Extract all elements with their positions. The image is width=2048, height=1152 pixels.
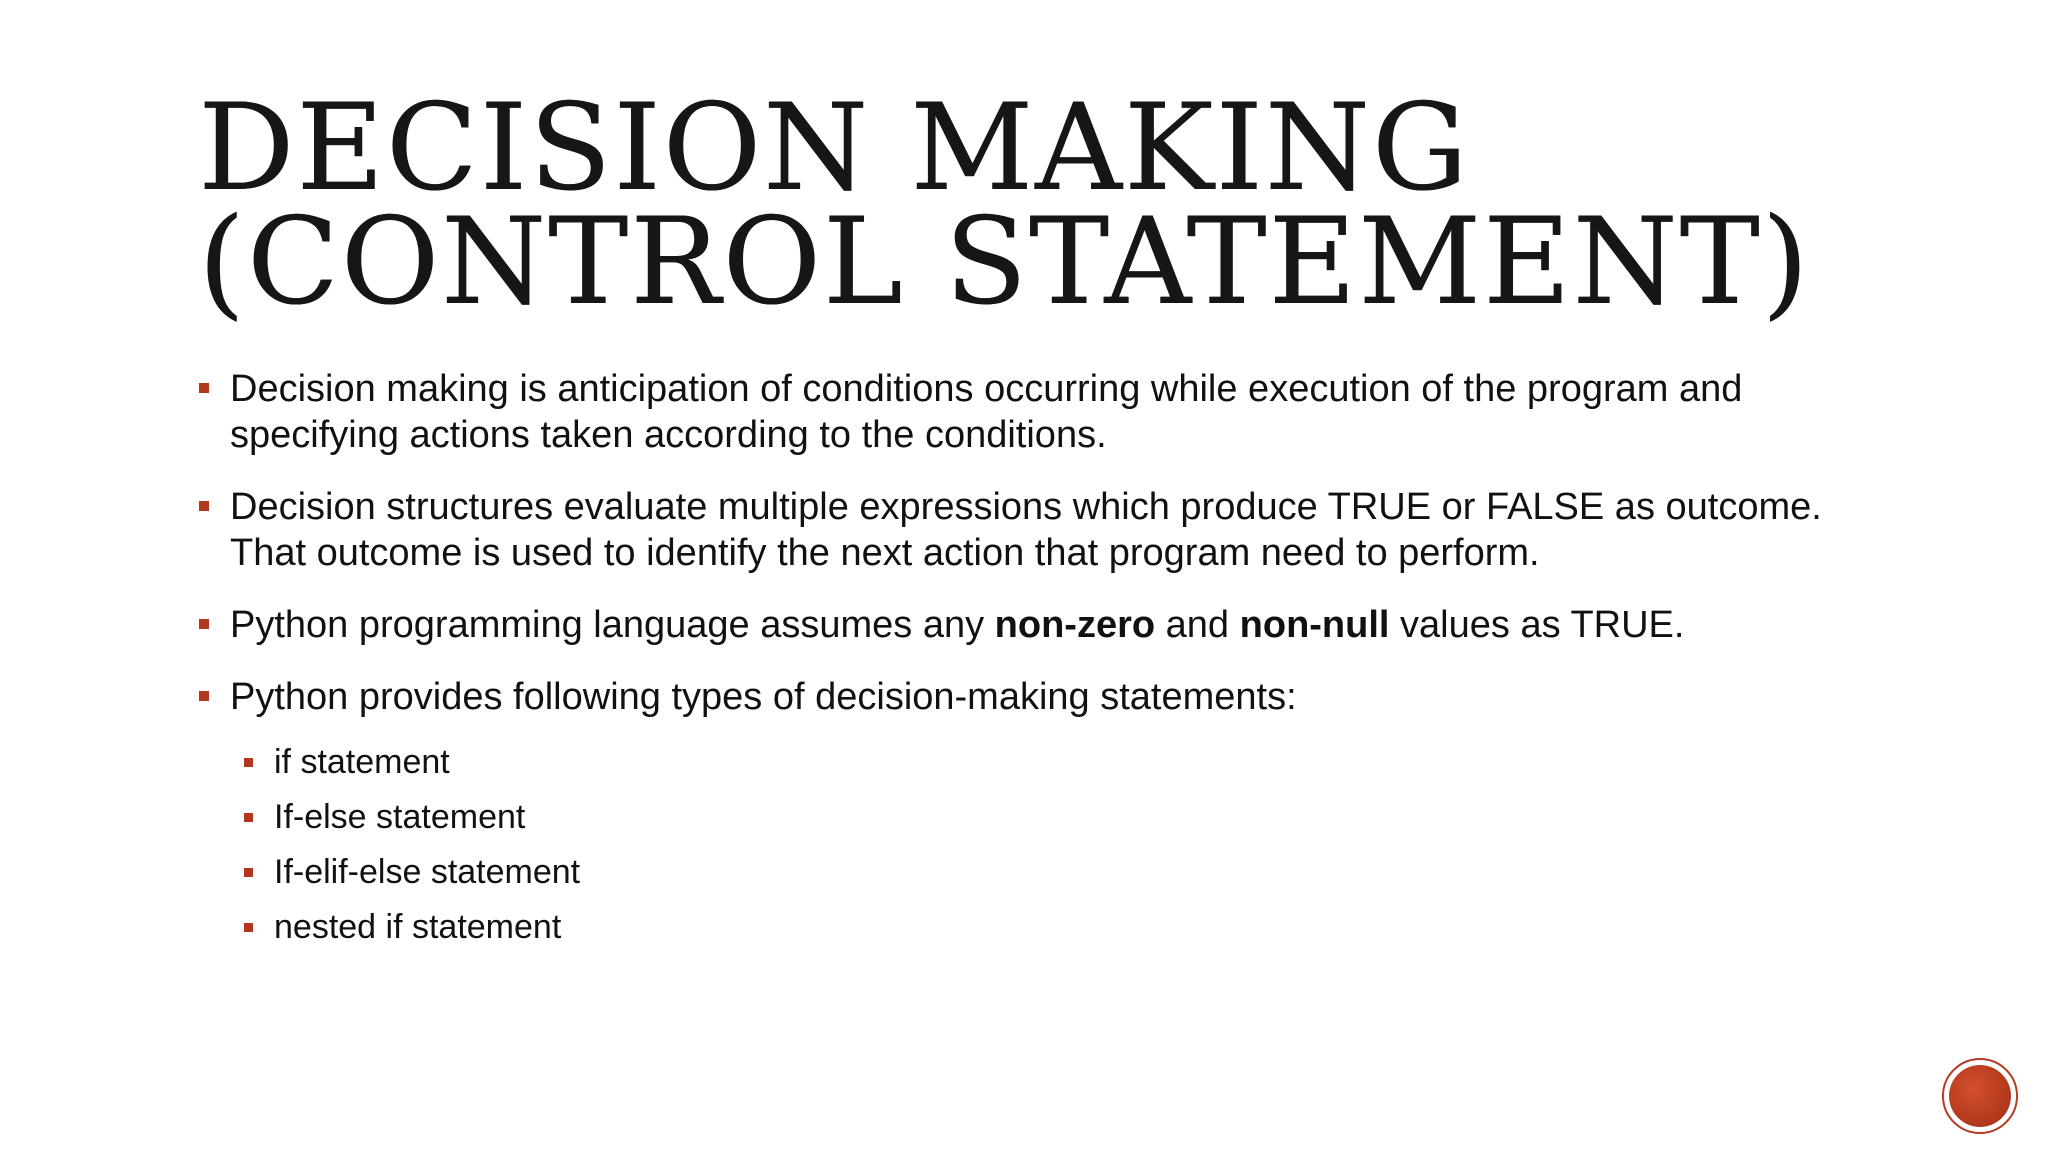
bullet-text-part: and [1155, 604, 1240, 646]
square-bullet-icon [244, 758, 253, 767]
slide-title [198, 79, 1898, 332]
bullet-list [198, 366, 1898, 962]
red-circle-badge-icon [1942, 1058, 2018, 1134]
bullet-text-part: values as TRUE. [1389, 604, 1685, 646]
bullet-text: Decision making is anticipation of conditions occurring while execution of the program and specifying actions taken according to the conditions. [230, 368, 1743, 456]
bullet-text-part: Python programming language assumes any [230, 604, 995, 646]
bullet-item-python-true-values [198, 602, 1898, 648]
sub-bullet-text: nested if statement [274, 908, 562, 946]
sub-bullet-text: If-elif-else statement [274, 853, 581, 891]
bullet-item-statement-types [198, 674, 1898, 720]
bullet-text: Decision structures evaluate multiple expressions which produce TRUE or FALSE as outcome. That outcome is used to identify the next action that program need to perform. [230, 486, 1822, 574]
slide-title-line-2: (CONTROL STATEMENT) [198, 193, 1811, 332]
sub-bullet-list [198, 742, 1898, 948]
sub-bullet-item [244, 852, 1898, 893]
sub-bullet-text: if statement [274, 743, 450, 781]
badge-fill [1949, 1065, 2011, 1127]
bullet-text: Python provides following types of decision-making statements: [230, 676, 1297, 718]
sub-bullet-item [244, 797, 1898, 838]
bold-term-non-zero: non-zero [994, 604, 1156, 646]
square-bullet-icon [199, 501, 209, 511]
sub-bullet-text: If-else statement [274, 798, 526, 836]
square-bullet-icon [244, 813, 253, 822]
sub-bullet-item [244, 742, 1898, 783]
bullet-item-decision-making [198, 366, 1898, 458]
square-bullet-icon [244, 923, 253, 932]
bold-term-non-null: non-null [1239, 604, 1390, 646]
square-bullet-icon [199, 619, 209, 629]
square-bullet-icon [199, 383, 209, 393]
square-bullet-icon [244, 868, 253, 877]
bullet-item-decision-structures [198, 484, 1898, 576]
square-bullet-icon [199, 691, 209, 701]
sub-bullet-item [244, 907, 1898, 948]
slide-title-line-1: DECISION MAKING [198, 79, 1470, 218]
